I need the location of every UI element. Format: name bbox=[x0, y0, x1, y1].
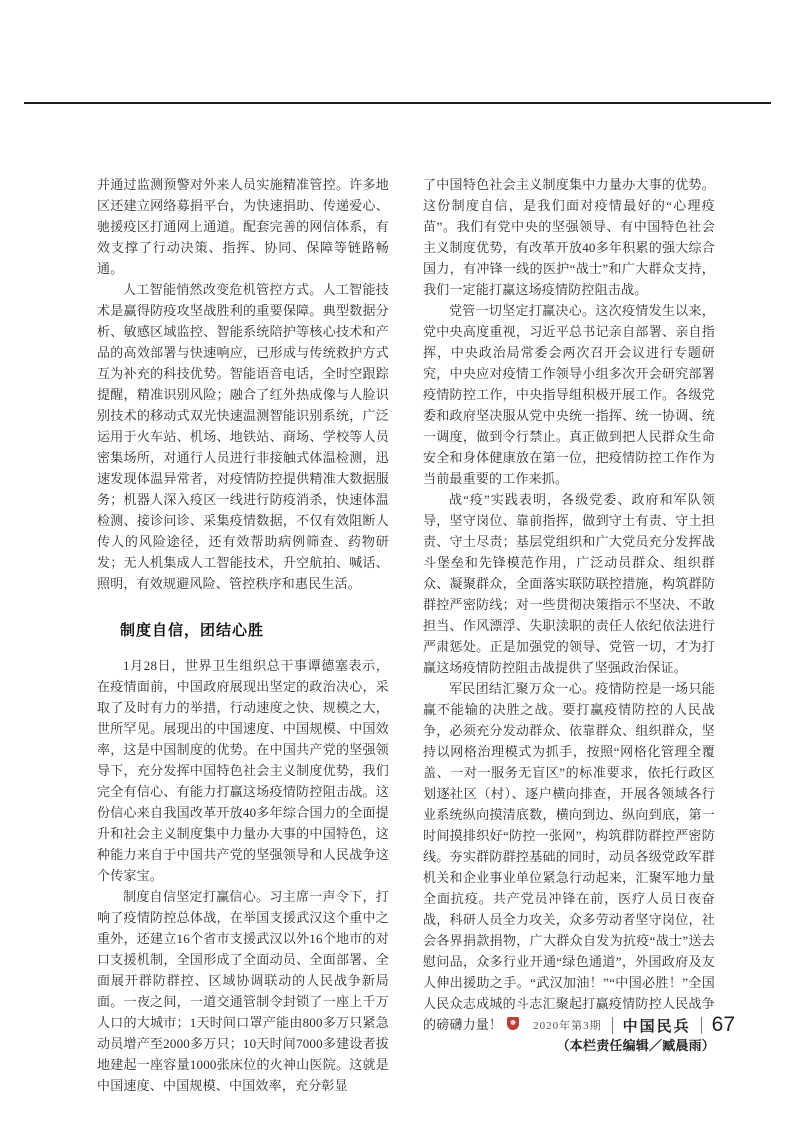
section-heading: 制度自信，团结心胜 bbox=[120, 622, 265, 639]
footer-issue: 2020年第3期 bbox=[533, 1020, 602, 1032]
paragraph: 1月28日，世界卫生组织总干事谭德塞表示，在疫情面前，中国政府展现出坚定的政治决心，采取了及时有力的举措，行动速度之快、规模之大，世所罕见。展现出的中国速度、中国规模、中国效率，这是中国制度的优势。在中国共产党的坚强领导下，充分发挥中国特色社会主义制度优势，我们完全有信心、有能力打赢这场疫情防控阻击战。这份信心来自我国改革开放40多年综合国力的全面提升和社会主义制度集中力量办大事的中国特色，这种能力来自于中国共产党的坚强领导和人民战争这个传家宝。 bbox=[97, 658, 389, 883]
footer bbox=[533, 1012, 735, 1038]
footer-page-number: 67 bbox=[711, 1013, 735, 1036]
paragraph bbox=[423, 678, 715, 1035]
footer-magazine-title: 中国民兵 bbox=[622, 1017, 691, 1035]
article-body bbox=[97, 174, 715, 1096]
paragraph: 了中国特色社会主义制度集中力量办大事的优势。这份制度自信，是我们面对疫情最好的“心理疫苗”。我们有党中央的坚强领导、有中国特色社会主义制度优势，有改革开放40多年积累的强大综合国力，有冲锋一线的医护“战士”和广大群众支持，我们一定能打赢这场疫情防控阻击战。 bbox=[423, 177, 715, 297]
editor-credit: （本栏责任编辑／臧晨雨） bbox=[556, 1038, 715, 1053]
paragraph: 战“疫”实践表明，各级党委、政府和军队领导，坚守岗位、靠前指挥，做到守土有责、守土担责、守土尽责；基层党组织和广大党员充分发挥战斗堡垒和先锋模范作用，广泛动员群众、组织群众、凝聚群众，全面落实联防联控措施，构筑群防群控严密防线；对一些贯彻决策指示不坚决、不敢担当、作风漂浮、失职渎职的责任人依纪依法进行严肃惩处。正是加强党的领导、党管一切，才为打赢这场疫情防控阻击战提供了坚强政治保证。 bbox=[423, 492, 715, 675]
paragraph: 党管一切坚定打赢决心。这次疫情发生以来，党中央高度重视，习近平总书记亲自部署、亲自指挥，中央政治局常委会两次召开会议进行专题研究，中央应对疫情工作领导小组多次开会研究部署疫情防控工作，中央指导组积极开展工作。各级党委和政府坚决服从党中央统一指挥、统一协调、统一调度，做到令行禁止。真正做到把人民群众生命安全和身体健康放在第一位，把疫情防控工作作为当前最重要的工作来抓。 bbox=[423, 303, 715, 486]
paragraph: 制度自信坚定打赢信心。习主席一声令下，打响了疫情防控总体战，在举国支援武汉这个重中之重外，还建立16个省市支援武汉以外16个地市的对口支援机制，全国形成了全面动员、全面部署、全面展开群防群控、区域协调联动的人民战争新局面。一夜之间，一道交通管制令封锁了一座上千万人口的大城市；1天时间口罩产能由800多万只紧急动员增产至2000多万只；10天时间7000多建设者拔地建起一座容量1000张床位的火神山医院。这就是中国速度、中国规模、中国效率，充分彰显 bbox=[97, 889, 389, 1093]
header-rule bbox=[24, 102, 771, 104]
paragraph: 人工智能悄然改变危机管控方式。人工智能技术是赢得防疫攻坚战胜利的重要保障。典型数据分析、敏感区域监控、智能系统陪护等核心技术和产品的高效部署与快速响应，已形成与传统救护方式互为补充的科技优势。智能语音电话，全时空跟踪提醒，精准识别风险；融合了红外热成像与人脸识别技术的移动式双光快速温测智能识别系统，广泛运用于火车站、机场、地铁站、商场、学校等人员密集场所，对通行人员进行非接触式体温检测，迅速发现体温异常者，对疫情防控提供精准大数据服务；机器人深入疫区一线进行防疫消杀，快速体温检测、接诊问诊、采集疫情数据，不仅有效阻断人传人的风险途径，还有效帮助病例筛查、药物研发；无人机集成人工智能技术，升空航拍、喊话、照明，有效规避风险、管控秩序和惠民生活。 bbox=[97, 282, 389, 591]
end-of-article-icon bbox=[507, 1017, 519, 1030]
text-column-left bbox=[97, 174, 389, 1096]
footer-divider bbox=[612, 1017, 613, 1034]
paragraph: 并通过监测预警对外来人员实施精准管控。许多地区还建立网络募捐平台，为快速捐助、传递爱心、驰援疫区打通网上通道。配套完善的网信体系，有效支撑了行动决策、指挥、协同、保障等链路畅通。 bbox=[97, 177, 389, 276]
footer-divider bbox=[701, 1017, 702, 1034]
text-column-right bbox=[423, 174, 715, 1096]
paragraph-text: 军民团结汇聚万众一心。疫情防控是一场只能赢不能输的决胜之战。要打赢疫情防控的人民战争，必须充分发动群众、依靠群众、组织群众，坚持以网格治理模式为抓手，按照“网格化管理全覆盖、一对一服务无盲区”的标准要求，依托行政区划逐社区（村）、逐户横向排查，开展各领域各行业系统纵向摸清底数，横向到边、纵向到底，第一时间摸排织好“防控一张网”，构筑群防群控严密防线。夯实群防群控基础的同时，动员各级党政军群机关和企业事业单位紧急行动起来，汇聚军地力量全面抗疫。共产党员冲锋在前，医疗人员日夜奋战，科研人员全力攻关，众多劳动者坚守岗位，社会各界捐款捐物，广大群众自发为抗疫“战士”送去慰问品，众多行业开通“绿色通道”，外国政府及友人伸出援助之手。“武汉加油！”“中国必胜！”全国人民众志成城的斗志汇聚起打赢疫情防控人民战争的磅礴力量！ bbox=[423, 681, 715, 1032]
